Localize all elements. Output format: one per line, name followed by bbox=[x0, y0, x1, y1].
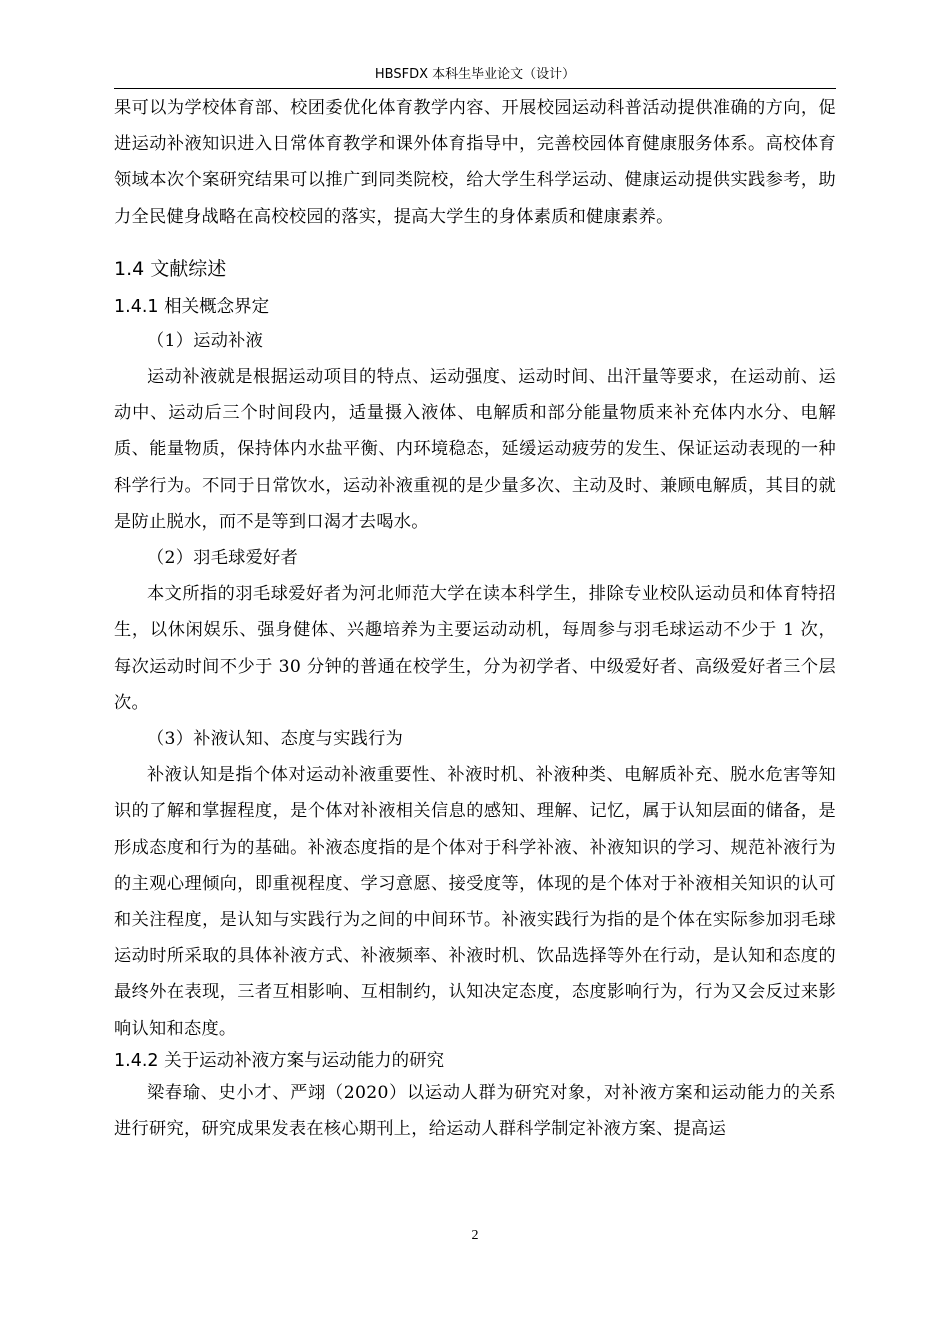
page-header bbox=[114, 62, 836, 89]
item3-paragraph: 补液认知是指个体对运动补液重要性、补液时机、补液种类、电解质补充、脱水危害等知识的了解和掌握程度，是个体对补液相关信息的感知、理解、记忆，属于认知层面的储备，是形成态度和行为的基础。补液态度指的是个体对于科学补液、补液知识的学习、规范补液行为的主观心理倾向，即重视程度、学习意愿、接受度等，体现的是个体对于补液相关知识的认可和关注程度，是认知与实践行为之间的中间环节。补液实践行为指的是个体在实际参加羽毛球运动时所采取的具体补液方式、补液频率、补液时机、饮品选择等外在行动，是认知和态度的最终外在表现，三者互相影响、互相制约，认知决定态度，态度影响行为，行为又会反过来影响认知和态度。 bbox=[114, 765, 836, 1039]
page-number: 2 bbox=[471, 1228, 479, 1243]
item2-paragraph: 本文所指的羽毛球爱好者为河北师范大学在读本科学生，排除专业校队运动员和体育特招生，以休闲娱乐、强身健体、兴趣培养为主要运动动机，每周参与羽毛球运动不少于 1 次，每次运动时间不少于 30 分钟的普通在校学生，分为初学者、中级爱好者、高级爱好者三个层次。 bbox=[114, 584, 836, 713]
item1-label: （1）运动补液 bbox=[147, 330, 264, 351]
intro-paragraph: 果可以为学校体育部、校团委优化体育教学内容、开展校园运动科普活动提供准确的方向，促进运动补液知识进入日常体育教学和课外体育指导中，完善校园体育健康服务体系。高校体育领域本次个案研究结果可以推广到同类院校，给大学生科学运动、健康运动提供实践参考，助力全民健身战略在高校校园的落实，提高大学生的身体素质和健康素养。 bbox=[114, 98, 836, 227]
section-heading-1-4-2: 1.4.2 关于运动补液方案与运动能力的研究 bbox=[114, 1050, 445, 1071]
item2-label: （2）羽毛球爱好者 bbox=[147, 548, 299, 569]
section-heading-1-4-1: 1.4.1 相关概念界定 bbox=[114, 296, 270, 317]
item1-paragraph: 运动补液就是根据运动项目的特点、运动强度、运动时间、出汗量等要求，在运动前、运动中、运动后三个时间段内，适量摄入液体、电解质和部分能量物质来补充体内水分、电解质、能量物质，保持体内水盐平衡、内环境稳态，延缓运动疲劳的发生、保证运动表现的一种科学行为。不同于日常饮水，运动补液重视的是少量多次、主动及时、兼顾电解质，其目的就是防止脱水，而不是等到口渴才去喝水。 bbox=[114, 367, 836, 532]
section-1-4-2-paragraph: 梁春瑜、史小才、严翊（2020）以运动人群为研究对象，对补液方案和运动能力的关系进行研究，研究成果发表在核心期刊上，给运动人群科学制定补液方案、提高运 bbox=[114, 1082, 836, 1140]
section-heading-1-4: 1.4 文献综述 bbox=[114, 257, 227, 280]
header-title: HBSFDX 本科生毕业论文（设计） bbox=[374, 67, 576, 82]
item3-label: （3）补液认知、态度与实践行为 bbox=[147, 729, 404, 750]
document-body bbox=[114, 90, 836, 1147]
